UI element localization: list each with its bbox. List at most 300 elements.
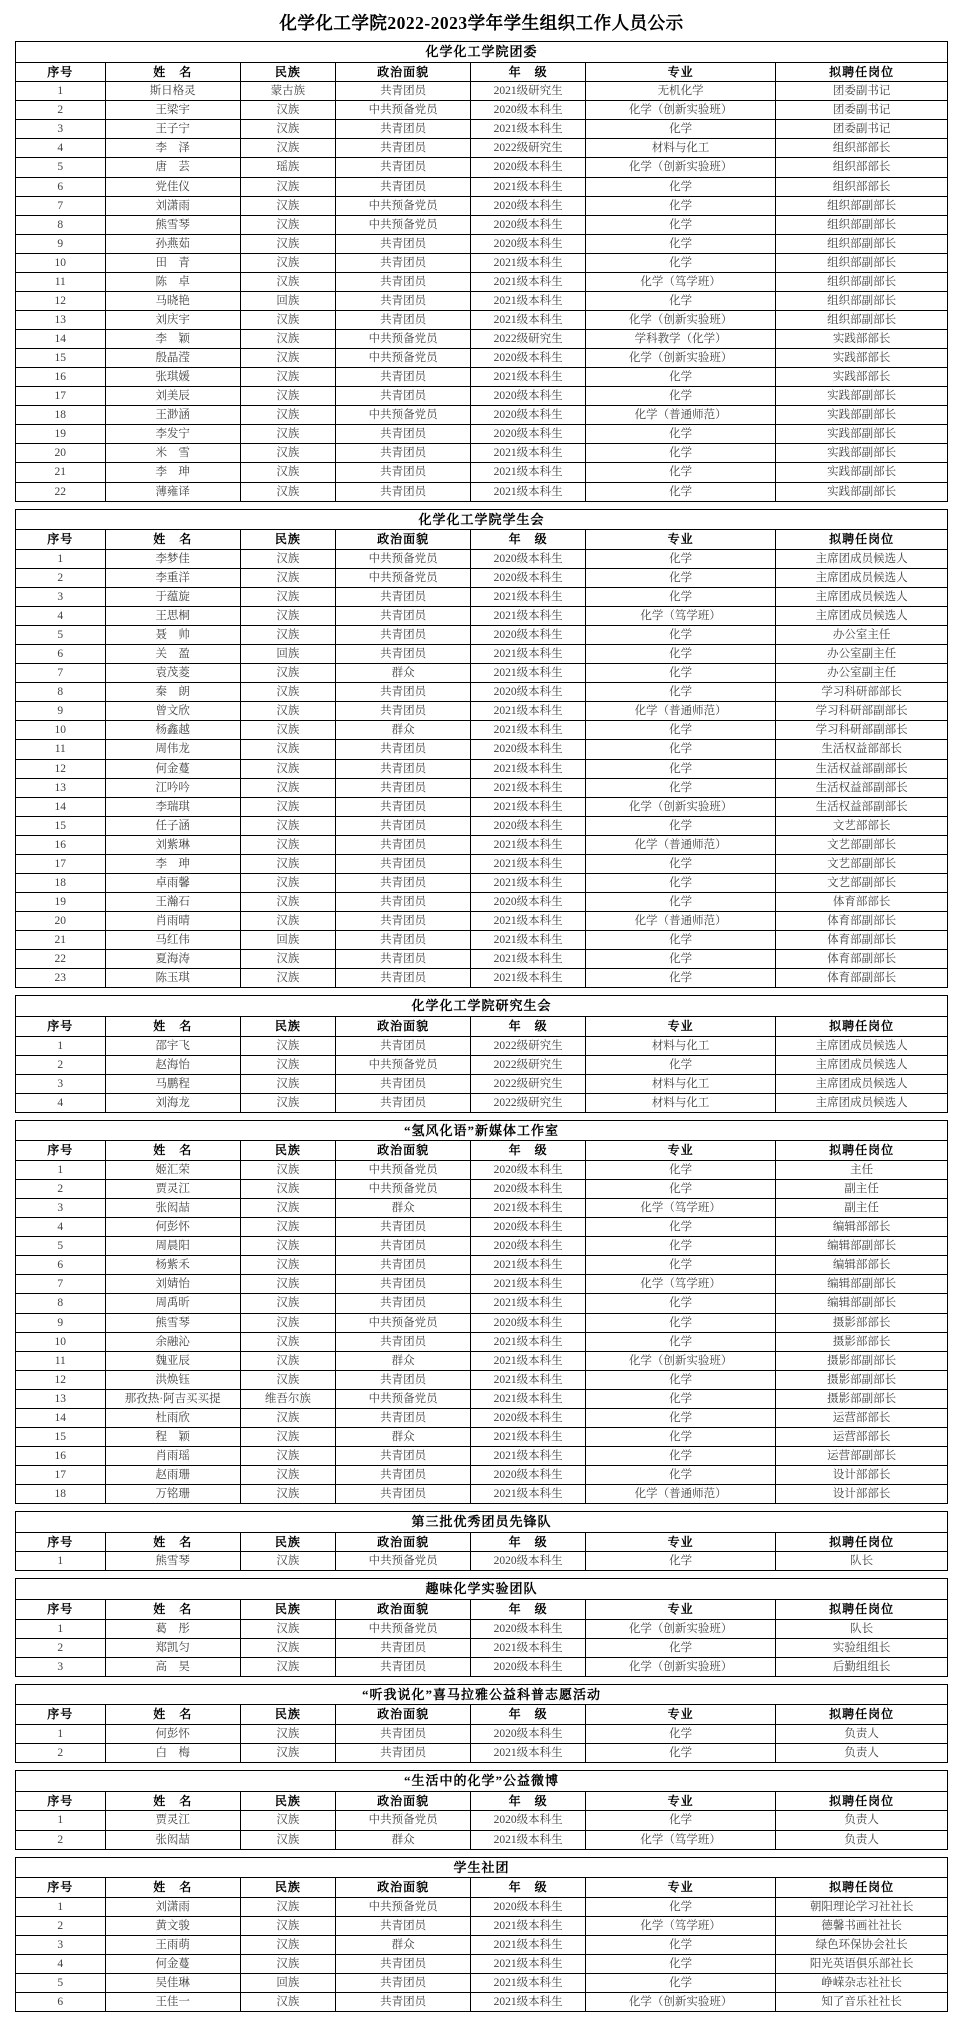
column-header: 拟聘任岗位 (776, 1141, 948, 1161)
table-cell: 王思桐 (105, 607, 240, 626)
table-cell: 化学（创新实验班） (585, 101, 775, 120)
table-cell: 共青团员 (335, 82, 470, 101)
table-cell: 中共预备党员 (335, 1389, 470, 1408)
table-cell: 中共预备党员 (335, 1055, 470, 1074)
table-cell: 2021级研究生 (471, 82, 586, 101)
table-cell: 编辑部副部长 (776, 1237, 948, 1256)
table-cell: 汉族 (240, 101, 335, 120)
table-row (16, 82, 948, 101)
table-cell: 共青团员 (335, 234, 470, 253)
table-cell: 那孜热·阿吉买买提 (105, 1389, 240, 1408)
table-cell: 编辑部部长 (776, 1256, 948, 1275)
section-title-row (16, 996, 948, 1017)
header-row (16, 1532, 948, 1552)
table-row (16, 1180, 948, 1199)
table-cell: 汉族 (240, 177, 335, 196)
table-row (16, 664, 948, 683)
table-cell: 唐 芸 (105, 158, 240, 177)
table-cell: 汉族 (240, 1055, 335, 1074)
table-cell: 汉族 (240, 1638, 335, 1657)
table-cell: 斯日格灵 (105, 82, 240, 101)
table-cell: 汉族 (240, 406, 335, 425)
table-cell: 2020级本科生 (471, 1725, 586, 1744)
table-cell: 中共预备党员 (335, 1619, 470, 1638)
column-header: 专业 (585, 1600, 775, 1620)
table-cell: 编辑部副部长 (776, 1275, 948, 1294)
column-header: 年 级 (471, 1532, 586, 1552)
table-cell: 共青团员 (335, 158, 470, 177)
column-header: 年 级 (471, 1791, 586, 1811)
table-cell: 负责人 (776, 1811, 948, 1830)
table-cell: 聂 帅 (105, 626, 240, 645)
table-cell: 陈玉琪 (105, 969, 240, 988)
table-cell: 14 (16, 1408, 106, 1427)
table-row (16, 1427, 948, 1446)
table-cell: 化学 (585, 873, 775, 892)
table-cell: 13 (16, 778, 106, 797)
table-cell: 2021级本科生 (471, 607, 586, 626)
table-cell: 文艺部副部长 (776, 873, 948, 892)
column-header: 年 级 (471, 1600, 586, 1620)
roster-table (15, 995, 948, 1112)
table-cell: 组织部部长 (776, 177, 948, 196)
table-row (16, 1993, 948, 2012)
table-cell: 中共预备党员 (335, 406, 470, 425)
table-cell: 组织部副部长 (776, 215, 948, 234)
column-header: 民族 (240, 1532, 335, 1552)
table-cell: 共青团员 (335, 1294, 470, 1313)
table-row (16, 406, 948, 425)
column-header: 专业 (585, 530, 775, 550)
column-header: 政治面貌 (335, 1705, 470, 1725)
column-header: 民族 (240, 1141, 335, 1161)
table-cell: 2021级本科生 (471, 1351, 586, 1370)
table-cell: 设计部部长 (776, 1485, 948, 1504)
table-row (16, 1830, 948, 1849)
table-cell: 化学 (585, 1811, 775, 1830)
table-row (16, 310, 948, 329)
header-row (16, 1705, 948, 1725)
table-cell: 化学 (585, 1935, 775, 1954)
table-cell: 化学 (585, 1427, 775, 1446)
table-cell: 共青团员 (335, 1036, 470, 1055)
table-cell: 汉族 (240, 1161, 335, 1180)
table-cell: 李重洋 (105, 568, 240, 587)
table-cell: 2021级本科生 (471, 1332, 586, 1351)
table-cell: 熊雪琴 (105, 215, 240, 234)
table-cell: 生活权益部部长 (776, 740, 948, 759)
table-cell: 文艺部副部长 (776, 835, 948, 854)
table-cell: 6 (16, 177, 106, 196)
table-cell: 化学（笃学班） (585, 1916, 775, 1935)
table-cell: 共青团员 (335, 950, 470, 969)
table-cell: 主席团成员候选人 (776, 607, 948, 626)
table-cell: 体育部副部长 (776, 950, 948, 969)
table-cell: 共青团员 (335, 177, 470, 196)
table-cell: 2020级本科生 (471, 683, 586, 702)
table-cell: 中共预备党员 (335, 1897, 470, 1916)
table-cell: 18 (16, 1485, 106, 1504)
table-cell: 2020级本科生 (471, 816, 586, 835)
table-cell: 2 (16, 1055, 106, 1074)
table-cell: 中共预备党员 (335, 549, 470, 568)
table-cell: 2 (16, 1638, 106, 1657)
table-cell: 化学 (585, 721, 775, 740)
table-cell: 化学（普通师范） (585, 702, 775, 721)
column-header: 拟聘任岗位 (776, 1600, 948, 1620)
column-header: 姓 名 (105, 1878, 240, 1898)
table-cell: 化学（普通师范） (585, 1485, 775, 1504)
column-header: 序号 (16, 1600, 106, 1620)
table-cell: 王瀚石 (105, 892, 240, 911)
table-cell: 实践部部长 (776, 330, 948, 349)
table-cell: 体育部副部长 (776, 931, 948, 950)
table-cell: 摄影部副部长 (776, 1389, 948, 1408)
table-cell: 4 (16, 607, 106, 626)
table-row (16, 797, 948, 816)
column-header: 拟聘任岗位 (776, 1791, 948, 1811)
table-cell: 汉族 (240, 969, 335, 988)
table-cell: 材料与化工 (585, 1036, 775, 1055)
table-cell: 2020级本科生 (471, 425, 586, 444)
column-header: 姓 名 (105, 62, 240, 82)
table-cell: 峥嵘杂志社社长 (776, 1974, 948, 1993)
table-cell: 化学 (585, 1180, 775, 1199)
table-cell: 汉族 (240, 1725, 335, 1744)
table-row (16, 1811, 948, 1830)
table-cell: 化学 (585, 1638, 775, 1657)
section-title-row (16, 509, 948, 530)
table-cell: 共青团员 (335, 1725, 470, 1744)
table-cell: 汉族 (240, 1811, 335, 1830)
table-cell: 实践部副部长 (776, 406, 948, 425)
table-cell: 刘紫琳 (105, 835, 240, 854)
section-title: 学生社团 (16, 1857, 948, 1878)
table-cell: 18 (16, 873, 106, 892)
table-cell: 2021级本科生 (471, 1993, 586, 2012)
table-cell: 2 (16, 1744, 106, 1763)
table-row (16, 816, 948, 835)
table-cell: 任子涵 (105, 816, 240, 835)
table-cell: 摄影部副部长 (776, 1370, 948, 1389)
table-cell: 中共预备党员 (335, 1552, 470, 1571)
table-cell: 2020级本科生 (471, 1811, 586, 1830)
table-row (16, 425, 948, 444)
table-cell: 化学 (585, 463, 775, 482)
table-cell: 汉族 (240, 854, 335, 873)
table-cell: 汉族 (240, 778, 335, 797)
header-row (16, 1016, 948, 1036)
section-title: 第三批优秀团员先锋队 (16, 1512, 948, 1533)
table-cell: 贾灵江 (105, 1180, 240, 1199)
section-title-row (16, 1120, 948, 1141)
table-cell: 汉族 (240, 1552, 335, 1571)
table-row (16, 444, 948, 463)
section-title: “听我说化”喜马拉雅公益科普志愿活动 (16, 1684, 948, 1705)
table-cell: 薄雍译 (105, 482, 240, 501)
table-row (16, 1218, 948, 1237)
table-cell: 汉族 (240, 740, 335, 759)
table-cell: 马鹏程 (105, 1074, 240, 1093)
table-cell: 汉族 (240, 912, 335, 931)
table-cell: 吴佳琳 (105, 1974, 240, 1993)
column-header: 政治面貌 (335, 1791, 470, 1811)
table-cell: 2021级本科生 (471, 177, 586, 196)
table-cell: 中共预备党员 (335, 196, 470, 215)
table-cell: 化学 (585, 291, 775, 310)
table-cell: 化学 (585, 778, 775, 797)
table-cell: 王梁宇 (105, 101, 240, 120)
table-cell: 3 (16, 1935, 106, 1954)
table-row (16, 1619, 948, 1638)
header-row (16, 1791, 948, 1811)
table-cell: 秦 朗 (105, 683, 240, 702)
table-cell: 6 (16, 1256, 106, 1275)
table-cell: 马红伟 (105, 931, 240, 950)
table-cell: 体育部副部长 (776, 912, 948, 931)
table-cell: 化学（笃学班） (585, 607, 775, 626)
table-cell: 汉族 (240, 215, 335, 234)
table-cell: 汉族 (240, 1897, 335, 1916)
table-cell: 王雨萌 (105, 1935, 240, 1954)
table-cell: 汉族 (240, 626, 335, 645)
table-cell: 2020级本科生 (471, 1408, 586, 1427)
table-cell: 实践部部长 (776, 349, 948, 368)
table-cell: 汉族 (240, 120, 335, 139)
table-cell: 2020级本科生 (471, 1218, 586, 1237)
column-header: 政治面貌 (335, 1878, 470, 1898)
table-row (16, 349, 948, 368)
table-row (16, 873, 948, 892)
table-cell: 何彭怀 (105, 1725, 240, 1744)
roster-table (15, 1770, 948, 1849)
table-cell: 负责人 (776, 1725, 948, 1744)
table-cell: 汉族 (240, 1074, 335, 1093)
table-row (16, 1466, 948, 1485)
table-cell: 2020级本科生 (471, 1237, 586, 1256)
table-cell: 实践部副部长 (776, 425, 948, 444)
table-cell: 2020级本科生 (471, 1466, 586, 1485)
table-cell: 办公室副主任 (776, 645, 948, 664)
table-cell: 汉族 (240, 463, 335, 482)
table-cell: 编辑部副部长 (776, 1294, 948, 1313)
table-cell: 10 (16, 253, 106, 272)
table-cell: 实践部副部长 (776, 463, 948, 482)
table-cell: 8 (16, 683, 106, 702)
table-cell: 夏海涛 (105, 950, 240, 969)
table-cell: 王佳一 (105, 1993, 240, 2012)
table-cell: 汉族 (240, 873, 335, 892)
roster-table (15, 41, 948, 502)
section-title-row (16, 1684, 948, 1705)
table-cell: 共青团员 (335, 759, 470, 778)
table-cell: 办公室副主任 (776, 664, 948, 683)
table-cell: 共青团员 (335, 835, 470, 854)
table-cell: 2021级本科生 (471, 1830, 586, 1849)
table-cell: 组织部副部长 (776, 310, 948, 329)
column-header: 年 级 (471, 1016, 586, 1036)
table-cell: 共青团员 (335, 1993, 470, 2012)
table-cell: 王子宁 (105, 120, 240, 139)
table-cell: 汉族 (240, 1294, 335, 1313)
table-row (16, 1351, 948, 1370)
table-cell: 19 (16, 892, 106, 911)
table-cell: 共青团员 (335, 645, 470, 664)
table-cell: 化学 (585, 234, 775, 253)
table-row (16, 721, 948, 740)
table-cell: 汉族 (240, 587, 335, 606)
table-cell: 化学 (585, 1237, 775, 1256)
table-cell: 共青团员 (335, 120, 470, 139)
table-cell: 群众 (335, 664, 470, 683)
table-cell: 实践部副部长 (776, 444, 948, 463)
table-cell: 化学 (585, 892, 775, 911)
table-cell: 2021级本科生 (471, 797, 586, 816)
table-cell: 4 (16, 1954, 106, 1973)
table-row (16, 607, 948, 626)
table-cell: 主任 (776, 1161, 948, 1180)
table-cell: 2022级研究生 (471, 1093, 586, 1112)
section-title-row (16, 1512, 948, 1533)
table-row (16, 272, 948, 291)
table-cell: 群众 (335, 1935, 470, 1954)
table-cell: 共青团员 (335, 740, 470, 759)
table-cell: 化学（创新实验班） (585, 310, 775, 329)
table-cell: 中共预备党员 (335, 101, 470, 120)
table-cell: 团委副书记 (776, 120, 948, 139)
table-cell: 汉族 (240, 683, 335, 702)
table-cell: 共青团员 (335, 1237, 470, 1256)
table-cell: 化学 (585, 1744, 775, 1763)
table-cell: 赵海怡 (105, 1055, 240, 1074)
column-header: 民族 (240, 1705, 335, 1725)
table-cell: 2021级本科生 (471, 721, 586, 740)
table-row (16, 1657, 948, 1676)
table-cell: 共青团员 (335, 1485, 470, 1504)
table-cell: 化学（普通师范） (585, 835, 775, 854)
table-cell: 共青团员 (335, 444, 470, 463)
table-cell: 汉族 (240, 368, 335, 387)
table-cell: 15 (16, 1427, 106, 1446)
table-cell: 群众 (335, 721, 470, 740)
table-cell: 汉族 (240, 1180, 335, 1199)
column-header: 年 级 (471, 1878, 586, 1898)
table-cell: 材料与化工 (585, 139, 775, 158)
table-cell: 中共预备党员 (335, 1811, 470, 1830)
table-cell: 实验组组长 (776, 1638, 948, 1657)
table-row (16, 1408, 948, 1427)
table-cell: 程 颖 (105, 1427, 240, 1446)
column-header: 专业 (585, 62, 775, 82)
table-cell: 化学（创新实验班） (585, 1619, 775, 1638)
table-cell: 化学 (585, 196, 775, 215)
table-cell: 运营部副部长 (776, 1446, 948, 1465)
header-row (16, 62, 948, 82)
table-cell: 2020级本科生 (471, 1897, 586, 1916)
table-cell: 朝阳理论学习社社长 (776, 1897, 948, 1916)
table-cell: 汉族 (240, 1446, 335, 1465)
roster-table (15, 1857, 948, 2013)
table-cell: 5 (16, 626, 106, 645)
table-cell: 熊雪琴 (105, 1313, 240, 1332)
table-cell: 王渺涵 (105, 406, 240, 425)
table-cell: 共青团员 (335, 1954, 470, 1973)
table-cell: 化学 (585, 387, 775, 406)
table-cell: 汉族 (240, 816, 335, 835)
table-cell: 卓雨馨 (105, 873, 240, 892)
table-cell: 群众 (335, 1427, 470, 1446)
table-cell: 回族 (240, 645, 335, 664)
table-cell: 何金蔓 (105, 1954, 240, 1973)
table-cell: 共青团员 (335, 1916, 470, 1935)
table-row (16, 778, 948, 797)
table-cell: 化学（创新实验班） (585, 158, 775, 177)
table-cell: 6 (16, 645, 106, 664)
table-cell: 2021级本科生 (471, 253, 586, 272)
table-cell: 共青团员 (335, 1466, 470, 1485)
table-cell: 化学 (585, 1313, 775, 1332)
table-cell: 李梦佳 (105, 549, 240, 568)
table-cell: 化学 (585, 549, 775, 568)
table-cell: 8 (16, 1294, 106, 1313)
table-cell: 化学 (585, 177, 775, 196)
table-cell: 生活权益部副部长 (776, 759, 948, 778)
table-cell: 13 (16, 1389, 106, 1408)
table-row (16, 1638, 948, 1657)
table-cell: 组织部部长 (776, 158, 948, 177)
table-cell: 组织部副部长 (776, 291, 948, 310)
table-cell: 5 (16, 1237, 106, 1256)
table-cell: 2022级研究生 (471, 1055, 586, 1074)
table-cell: 1 (16, 549, 106, 568)
table-cell: 16 (16, 1446, 106, 1465)
table-cell: 1 (16, 1036, 106, 1055)
table-cell: 共青团员 (335, 1093, 470, 1112)
column-header: 拟聘任岗位 (776, 1532, 948, 1552)
table-cell: 编辑部部长 (776, 1218, 948, 1237)
table-row (16, 568, 948, 587)
table-cell: 田 青 (105, 253, 240, 272)
column-header: 政治面貌 (335, 62, 470, 82)
table-cell: 共青团员 (335, 139, 470, 158)
column-header: 民族 (240, 1600, 335, 1620)
table-cell: 化学 (585, 1466, 775, 1485)
table-cell: 3 (16, 120, 106, 139)
column-header: 序号 (16, 1705, 106, 1725)
table-cell: 2021级本科生 (471, 1199, 586, 1218)
section-title: 趣味化学实验团队 (16, 1579, 948, 1600)
table-cell: 10 (16, 1332, 106, 1351)
table-cell: 2021级本科生 (471, 854, 586, 873)
table-cell: 7 (16, 664, 106, 683)
table-cell: 11 (16, 740, 106, 759)
table-cell: 共青团员 (335, 797, 470, 816)
table-cell: 2021级本科生 (471, 1744, 586, 1763)
table-cell: 5 (16, 1974, 106, 1993)
table-cell: 葛 彤 (105, 1619, 240, 1638)
column-header: 民族 (240, 530, 335, 550)
table-cell: 汉族 (240, 568, 335, 587)
table-cell: 化学 (585, 1332, 775, 1351)
table-cell: 关 盈 (105, 645, 240, 664)
table-cell: 群众 (335, 1830, 470, 1849)
table-cell: 张闳喆 (105, 1830, 240, 1849)
roster-table (15, 509, 948, 989)
table-cell: 化学 (585, 1954, 775, 1973)
table-cell: 主席团成员候选人 (776, 587, 948, 606)
table-cell: 材料与化工 (585, 1074, 775, 1093)
table-cell: 7 (16, 196, 106, 215)
